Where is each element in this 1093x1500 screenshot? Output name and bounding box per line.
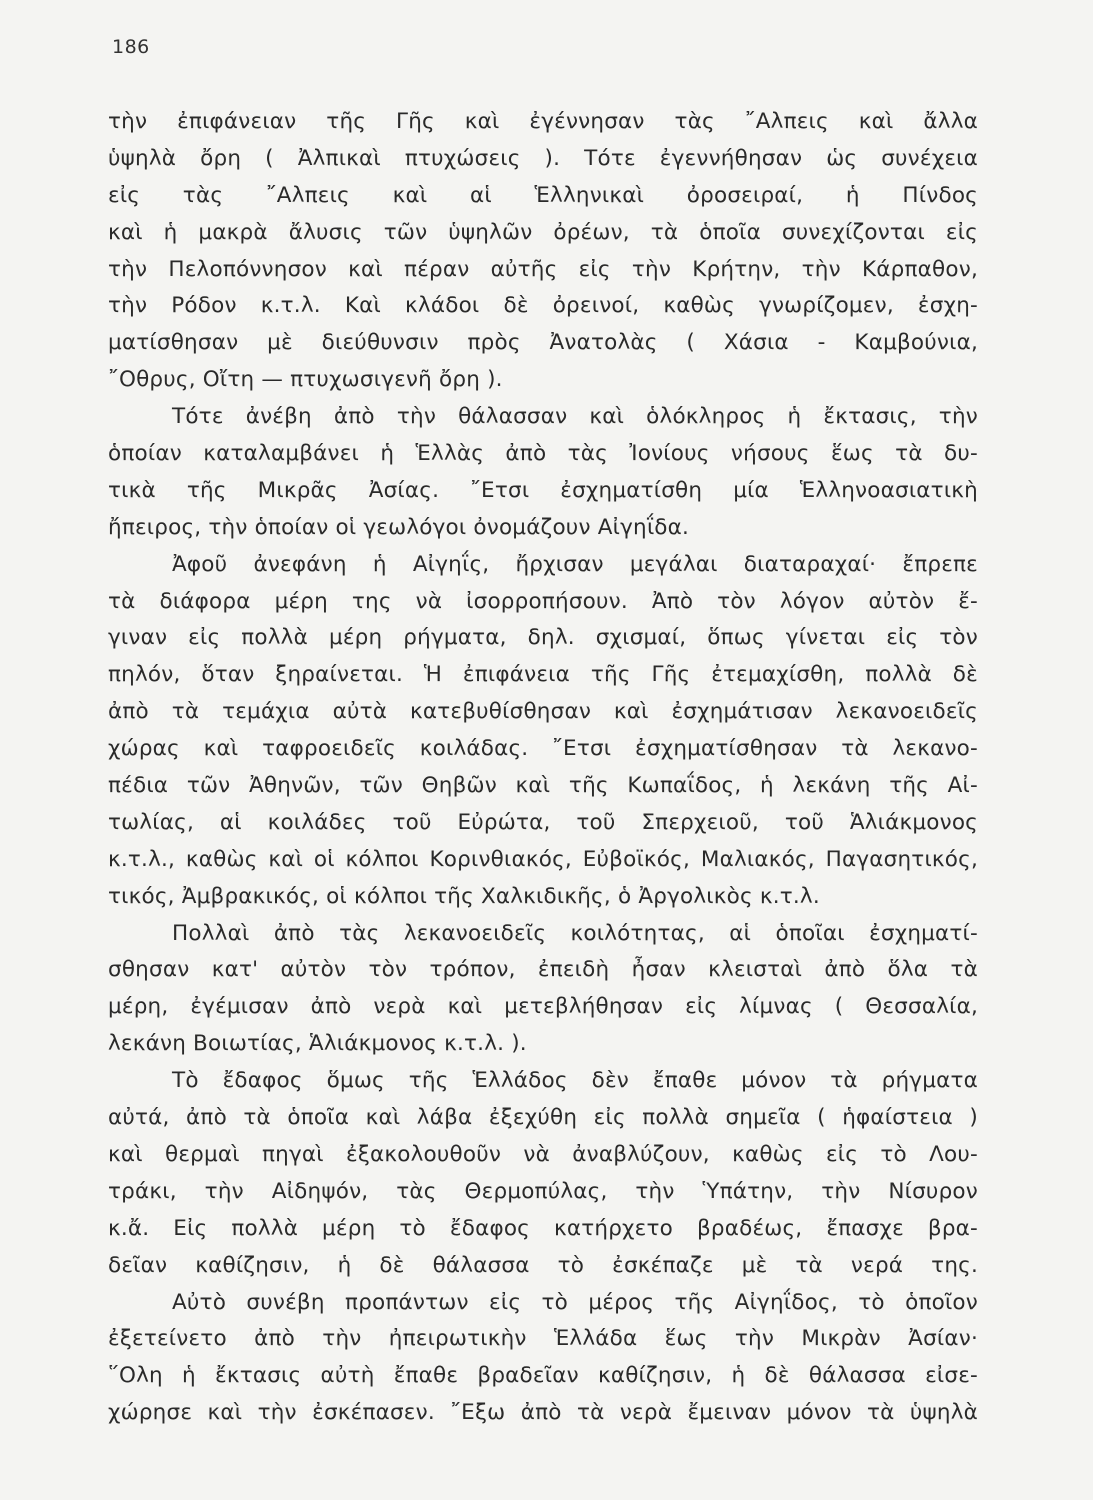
text-line: ἀπὸ τὰ τεμάχια αὐτὰ κατεβυθίσθησαν καὶ ἐσχημάτισαν λεκανοειδεῖς xyxy=(108,699,978,725)
page-number: 186 xyxy=(112,36,150,58)
text-line: χώρησε καὶ τὴν ἐσκέπασεν. ῎Εξω ἀπὸ τὰ νερὰ ἔμειναν μόνον τὰ ὑψηλὰ xyxy=(108,1400,978,1426)
text-line: ματίσθησαν μὲ διεύθυνσιν πρὸς Ἀνατολὰς ( Χάσια - Καμβούνια, xyxy=(108,330,978,356)
text-line: τράκι, τὴν Αἰδηψόν, τὰς Θερμοπύλας, τὴν Ὑπάτην, τὴν Νίσυρον xyxy=(108,1178,978,1204)
paragraph-start-line: Τὸ ἔδαφος ὅμως τῆς Ἑλλάδος δὲν ἔπαθε μόνον τὰ ρήγματα xyxy=(172,1068,978,1094)
text-line: εἰς τὰς ῎Αλπεις καὶ αἱ Ἑλληνικαὶ ὀροσειραί, ἡ Πίνδος xyxy=(108,182,978,208)
text-line: γιναν εἰς πολλὰ μέρη ρήγματα, δηλ. σχισμαί, ὅπως γίνεται εἰς τὸν xyxy=(108,625,978,651)
text-line: αὐτά, ἀπὸ τὰ ὁποῖα καὶ λάβα ἐξεχύθη εἰς πολλὰ σημεῖα ( ἡφαίστεια ) xyxy=(108,1105,978,1131)
text-line: τὴν Ρόδον κ.τ.λ. Καὶ κλάδοι δὲ ὀρεινοί, καθὼς γνωρίζομεν, ἐσχη- xyxy=(108,293,978,319)
text-line: πέδια τῶν Ἀθηνῶν, τῶν Θηβῶν καὶ τῆς Κωπαΐδος, ἡ λεκάνη τῆς Αἰ- xyxy=(108,773,978,799)
text-line: ῞Ολη ἡ ἔκτασις αὐτὴ ἔπαθε βραδεῖαν καθίζησιν, ἡ δὲ θάλασσα εἰσε- xyxy=(108,1363,978,1389)
text-line: ὁποίαν καταλαμβάνει ἡ Ἑλλὰς ἀπὸ τὰς Ἰονίους νήσους ἕως τὰ δυ- xyxy=(108,441,978,467)
body-text xyxy=(108,104,978,1432)
text-line: ἐξετείνετο ἀπὸ τὴν ἠπειρωτικὴν Ἑλλάδα ἕως τὴν Μικρὰν Ἀσίαν· xyxy=(108,1326,978,1352)
paragraph-start-line: Αὐτὸ συνέβη προπάντων εἰς τὸ μέρος τῆς Αἰγηΐδος, τὸ ὁποῖον xyxy=(172,1289,978,1315)
text-line: καὶ ἡ μακρὰ ἄλυσις τῶν ὑψηλῶν ὀρέων, τὰ ὁποῖα συνεχίζονται εἰς xyxy=(108,219,978,245)
text-line: χώρας καὶ ταφροειδεῖς κοιλάδας. ῎Ετσι ἐσχηματίσθησαν τὰ λεκανο- xyxy=(108,736,978,762)
paragraph-start-line: Τότε ἀνέβη ἀπὸ τὴν θάλασσαν καὶ ὁλόκληρος ἡ ἔκτασις, τὴν xyxy=(172,404,978,430)
text-line: τὰ διάφορα μέρη της νὰ ἰσορροπήσουν. Ἀπὸ τὸν λόγον αὐτὸν ἔ- xyxy=(108,588,978,614)
text-line: δεῖαν καθίζησιν, ἡ δὲ θάλασσα τὸ ἐσκέπαζε μὲ τὰ νερά της. xyxy=(108,1252,978,1278)
text-line: κ.τ.λ., καθὼς καὶ οἱ κόλποι Κορινθιακός, Εὐβοϊκός, Μαλιακός, Παγασητικός, xyxy=(108,846,978,872)
text-line: ἤπειρος, τὴν ὁποίαν οἱ γεωλόγοι ὀνομάζουν Αἰγηΐδα. xyxy=(108,514,690,540)
text-line: ῎Οθρυς, Οἴτη — πτυχωσιγενῆ ὄρη ). xyxy=(108,367,503,393)
text-line: τωλίας, αἱ κοιλάδες τοῦ Εὐρώτα, τοῦ Σπερχειοῦ, τοῦ Ἁλιάκμονος xyxy=(108,809,978,835)
text-line: σθησαν κατ' αὐτὸν τὸν τρόπον, ἐπειδὴ ἦσαν κλεισταὶ ἀπὸ ὅλα τὰ xyxy=(108,957,978,983)
text-line: καὶ θερμαὶ πηγαὶ ἐξακολουθοῦν νὰ ἀναβλύζουν, καθὼς εἰς τὸ Λου- xyxy=(108,1141,978,1167)
text-line: λεκάνη Βοιωτίας, Ἁλιάκμονος κ.τ.λ. ). xyxy=(108,1031,527,1057)
text-line: τικός, Ἀμβρακικός, οἱ κόλποι τῆς Χαλκιδικῆς, ὁ Ἀργολικὸς κ.τ.λ. xyxy=(108,883,820,909)
text-line: πηλόν, ὅταν ξηραίνεται. Ἡ ἐπιφάνεια τῆς Γῆς ἐτεμαχίσθη, πολλὰ δὲ xyxy=(108,662,978,688)
paragraph-start-line: Πολλαὶ ἀπὸ τὰς λεκανοειδεῖς κοιλότητας, αἱ ὁποῖαι ἐσχηματί- xyxy=(172,920,978,946)
text-line: τὴν ἐπιφάνειαν τῆς Γῆς καὶ ἐγέννησαν τὰς ῎Αλπεις καὶ ἄλλα xyxy=(108,109,978,134)
text-line: κ.ἄ. Εἰς πολλὰ μέρη τὸ ἔδαφος κατήρχετο βραδέως, ἔπασχε βρα- xyxy=(108,1215,978,1241)
text-line: τὴν Πελοπόννησον καὶ πέραν αὐτῆς εἰς τὴν Κρήτην, τὴν Κάρπαθον, xyxy=(108,256,978,282)
text-line: μέρη, ἐγέμισαν ἀπὸ νερὰ καὶ μετεβλήθησαν εἰς λίμνας ( Θεσσαλία, xyxy=(108,994,978,1020)
paragraph-start-line: Ἀφοῦ ἀνεφάνη ἡ Αἰγηΐς, ἤρχισαν μεγάλαι διαταραχαί· ἔπρεπε xyxy=(172,551,978,577)
text-line: ὑψηλὰ ὄρη ( Ἀλπικαὶ πτυχώσεις ). Τότε ἐγεννήθησαν ὡς συνέχεια xyxy=(108,145,978,171)
text-line: τικὰ τῆς Μικρᾶς Ἀσίας. ῎Ετσι ἐσχηματίσθη μία Ἑλληνοασιατικὴ xyxy=(108,477,978,503)
